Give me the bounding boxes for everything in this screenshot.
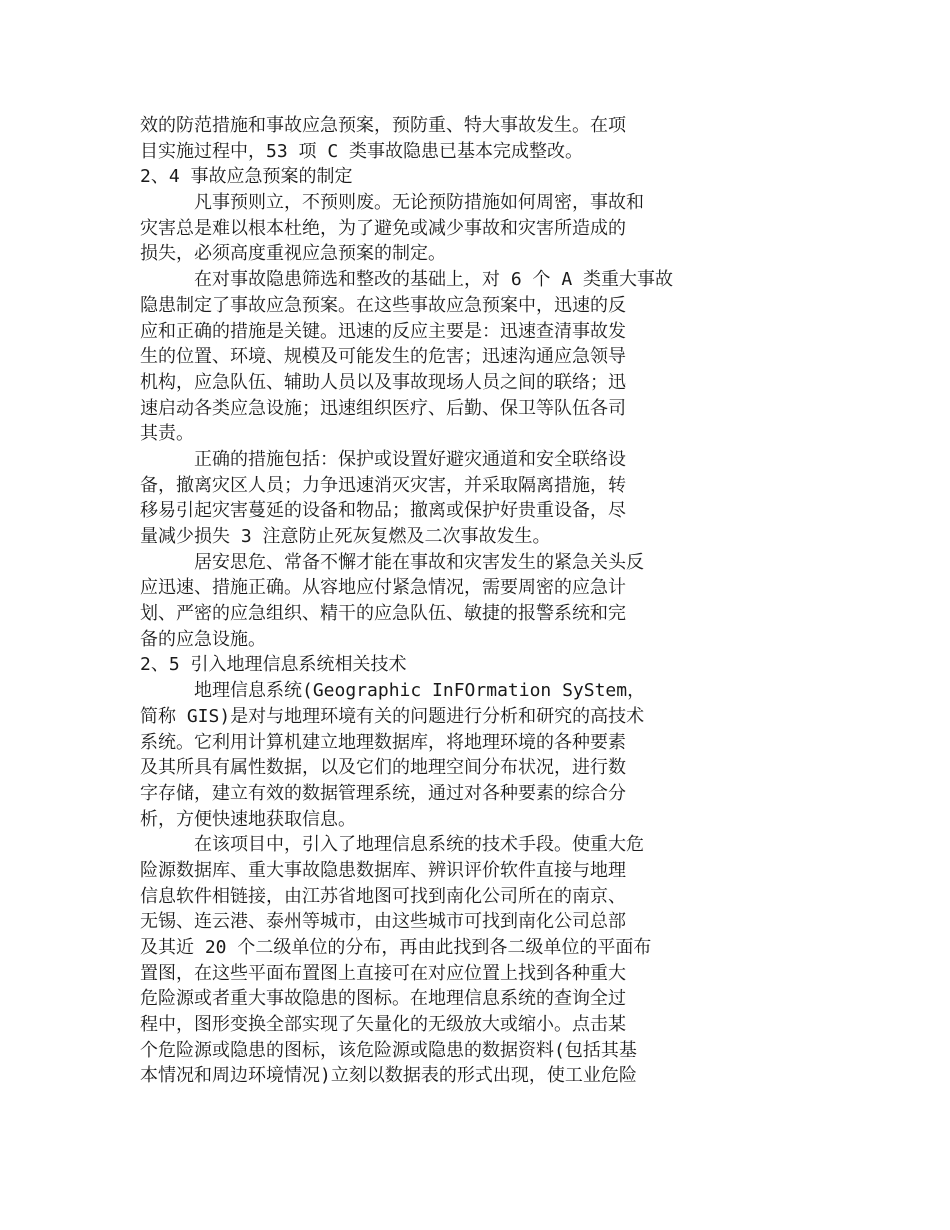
text-line: 在该项目中，引入了地理信息系统的技术手段。使重大危	[194, 834, 644, 856]
paragraph	[140, 447, 740, 550]
text-line: 隐患制定了事故应急预案。在这些事故应急预案中，迅速的反	[140, 294, 626, 316]
paragraph	[140, 190, 740, 267]
text-line: 字存储，建立有效的数据管理系统，通过对各种要素的综合分	[140, 782, 626, 804]
text-line: 量减少损失 3 注意防止死灰复燃及二次事故发生。	[140, 526, 551, 547]
text-line: 地理信息系统(Geographic InFOrmation SyStem，	[194, 680, 646, 702]
text-line: 损失，必须高度重视应急预案的制定。	[140, 243, 446, 265]
text-line: 目实施过程中，53 项 C 类事故隐患已基本完成整改。	[140, 140, 584, 162]
text-line: 个危险源或隐患的图标，该危险源或隐患的数据资料(包括其基	[140, 1039, 637, 1061]
text-line: 程中，图形变换全部实现了矢量化的无级放大或缩小。点击某	[140, 1014, 626, 1036]
text-line: 简称 GIS)是对与地理环境有关的问题进行分析和研究的高技术	[140, 705, 645, 727]
text-line: 险源数据库、重大事故隐患数据库、辨识评价软件直接与地理	[140, 859, 626, 881]
text-line: 其责。	[140, 423, 194, 445]
text-line: 移易引起灾害蔓延的设备和物品；撤离或保护好贵重设备，尽	[140, 500, 626, 522]
section-heading	[140, 164, 740, 190]
paragraph	[140, 267, 740, 447]
text-line: 备的应急设施。	[140, 628, 266, 650]
text-line: 无锡、连云港、泰州等城市，由这些城市可找到南化公司总部	[140, 911, 626, 933]
text-line: 正确的措施包括：保护或设置好避灾通道和安全联络设	[194, 448, 626, 470]
text-line: 凡事预则立，不预则废。无论预防措施如何周密，事故和	[194, 192, 644, 214]
text-line: 本情况和周边环境情况)立刻以数据表的形式出现，使工业危险	[140, 1065, 637, 1087]
text-line: 灾害总是难以根本杜绝，为了避免或减少事故和灾害所造成的	[140, 217, 626, 239]
heading-text: 2、4 事故应急预案的制定	[140, 166, 353, 188]
text-line: 在对事故隐患筛选和整改的基础上，对 6 个 A 类重大事故	[194, 269, 674, 291]
text-line: 系统。它利用计算机建立地理数据库，将地理环境的各种要素	[140, 731, 626, 753]
paragraph	[140, 550, 740, 653]
heading-text: 2、5 引入地理信息系统相关技术	[140, 654, 407, 676]
text-line: 析，方便快速地获取信息。	[140, 808, 356, 830]
text-line: 应和正确的措施是关键。迅速的反应主要是：迅速查清事故发	[140, 320, 626, 342]
text-line: 生的位置、环境、规模及可能发生的危害；迅速沟通应急领导	[140, 346, 626, 368]
paragraph	[140, 832, 740, 1089]
text-line: 及其所具有属性数据，以及它们的地理空间分布状况，进行数	[140, 757, 626, 779]
text-line: 备，撤离灾区人员；力争迅速消灭灾害，并采取隔离措施，转	[140, 474, 626, 496]
paragraph	[140, 113, 740, 164]
text-line: 速启动各类应急设施；迅速组织医疗、后勤、保卫等队伍各司	[140, 397, 626, 419]
text-line: 危险源或者重大事故隐患的图标。在地理信息系统的查询全过	[140, 988, 626, 1010]
text-line: 信息软件相链接，由江苏省地图可找到南化公司所在的南京、	[140, 885, 626, 907]
document-page	[140, 113, 740, 1089]
text-line: 置图，在这些平面布置图上直接可在对应位置上找到各种重大	[140, 962, 626, 984]
text-line: 及其近 20 个二级单位的分布，再由此找到各二级单位的平面布	[140, 937, 652, 958]
text-line: 效的防范措施和事故应急预案，预防重、特大事故发生。在项	[140, 115, 626, 136]
paragraph	[140, 678, 740, 832]
section-heading	[140, 652, 740, 678]
text-line: 机构，应急队伍、辅助人员以及事故现场人员之间的联络；迅	[140, 371, 626, 393]
text-line: 划、严密的应急组织、精干的应急队伍、敏捷的报警系统和完	[140, 603, 626, 625]
text-line: 应迅速、措施正确。从容地应付紧急情况，需要周密的应急计	[140, 577, 626, 599]
text-line: 居安思危、常备不懈才能在事故和灾害发生的紧急关头反	[194, 551, 644, 573]
